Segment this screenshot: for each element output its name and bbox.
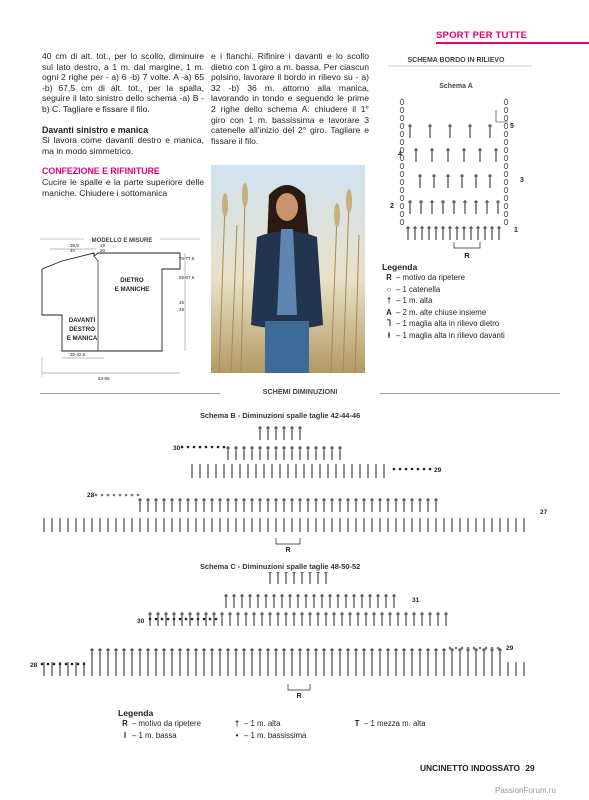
modello-panel — [40, 227, 200, 387]
schema-a-diagram — [380, 52, 540, 262]
chain-oval — [400, 203, 404, 209]
slip-stitch-dot — [209, 618, 212, 621]
slip-stitch-dot — [155, 618, 158, 621]
dim-right-3b: 48 — [179, 307, 185, 312]
chain-oval — [400, 139, 404, 145]
schema-c-panel — [30, 572, 560, 707]
chain-oval — [504, 179, 508, 185]
slip-stitch-dot — [449, 647, 452, 650]
chain-oval — [504, 99, 508, 105]
legend-a-text: – 1 maglia alta in rilievo dietro — [396, 319, 500, 328]
chain-oval — [400, 195, 404, 201]
slip-stitch-dot — [491, 647, 494, 650]
slip-stitch-dot — [199, 446, 202, 449]
chain-oval — [400, 211, 404, 217]
chain-oval — [504, 155, 508, 161]
back-post-treble-icon: Ⴈ — [387, 319, 391, 328]
schema-a-row-2: 2 — [390, 203, 394, 210]
slip-stitch-dot — [53, 663, 56, 666]
slip-stitch-dot — [455, 647, 458, 650]
label-dietro-line2: E MANICHE — [114, 286, 150, 293]
schema-b-title: Schema B - Diminuzioni spalle taglie 42-44-46 — [200, 411, 361, 420]
slip-stitch-dot — [65, 663, 68, 666]
chain-oval — [400, 131, 404, 137]
slip-stitch-dot — [107, 494, 110, 497]
legend-a-item — [382, 284, 572, 296]
slip-stitch-dot — [187, 446, 190, 449]
watermark: PassionForum.ru — [495, 786, 556, 795]
schema-b-diagram — [30, 420, 560, 560]
slip-stitch-dot — [205, 446, 208, 449]
slip-stitch-dot — [173, 618, 176, 621]
slip-stitch-dot — [83, 663, 86, 666]
schema-b-stitches — [44, 426, 524, 532]
confezione-title: CONFEZIONE E RIFINITURE — [42, 166, 160, 177]
slip-stitch-dot — [217, 446, 220, 449]
chain-oval — [504, 171, 508, 177]
legend-b-title: Legenda — [118, 708, 154, 718]
chain-oval — [400, 171, 404, 177]
label-davanti-line3: E MANICA — [66, 335, 98, 342]
dim-bottom-outer: 63-68 — [98, 376, 110, 381]
schema-bordo-title: SCHEMA BORDO IN RILIEVO — [407, 57, 505, 64]
slip-stitch-dot — [211, 446, 214, 449]
half-treble-icon: T — [354, 719, 360, 728]
label-davanti-line2: DESTRO — [69, 326, 95, 333]
repeat-letter-icon: R — [122, 719, 128, 728]
chain-oval — [504, 123, 508, 129]
schema-b-row-27: 27 — [540, 509, 548, 516]
legend-a — [382, 262, 572, 341]
treble-crochet-icon: † — [386, 296, 392, 305]
slip-stitch-dot — [429, 468, 432, 471]
chain-oval — [400, 179, 404, 185]
treble-crochet-icon: † — [234, 719, 240, 728]
chain-oval — [504, 139, 508, 145]
slip-stitch-dot — [197, 618, 200, 621]
slip-stitch-dot — [405, 468, 408, 471]
chain-oval — [504, 147, 508, 153]
schema-c-row-28: 28 — [30, 662, 38, 669]
dim-bottom-inner: 30-32,5 — [70, 352, 86, 357]
front-post-treble-icon: ƚ — [387, 330, 391, 340]
slip-stitch-dot — [215, 618, 218, 621]
slip-stitch-dot — [399, 468, 402, 471]
chain-oval — [400, 163, 404, 169]
text-column-1 — [42, 51, 204, 198]
slip-stitch-dot — [125, 494, 128, 497]
slip-stitch-dot — [461, 647, 464, 650]
chain-oval — [400, 187, 404, 193]
legend-b-text-3: – 1 m. bassissima — [244, 731, 307, 740]
slip-stitch-dot — [411, 468, 414, 471]
repeat-letter-icon: R — [386, 273, 392, 282]
chain-oval — [400, 99, 404, 105]
text-column-2 — [211, 51, 369, 146]
slip-stitch-dot — [181, 446, 184, 449]
legend-b-item-alta — [230, 718, 280, 730]
slip-stitch-dot — [77, 663, 80, 666]
slip-stitch-dot — [185, 618, 188, 621]
legend-b-text-2: – 1 m. alta — [244, 719, 281, 728]
slip-stitch-dot-icon: • — [235, 731, 239, 740]
dim-right-1: 75-77,5 — [179, 256, 195, 261]
slip-stitch-dot — [119, 494, 122, 497]
single-crochet-icon: I — [123, 731, 127, 740]
slip-stitch-dot — [223, 446, 226, 449]
slip-stitch-dot — [101, 494, 104, 497]
dim-right-2: 65-67,5 — [179, 275, 195, 280]
schema-a-border — [496, 110, 508, 122]
magazine-name: UNCINETTO INDOSSATO — [420, 763, 521, 773]
slip-stitch-dot — [113, 494, 116, 497]
legend-b-text-4: – 1 mezza m. alta — [364, 719, 426, 728]
slip-stitch-dot — [485, 647, 488, 650]
dim-top-left-top: 38,5 — [70, 243, 79, 248]
slip-stitch-dot — [167, 618, 170, 621]
schema-c-repeat: R — [296, 693, 302, 700]
chain-oval — [504, 211, 508, 217]
schema-c-diagram — [30, 572, 560, 707]
slip-stitch-dot — [137, 494, 140, 497]
chain-oval — [504, 107, 508, 113]
chain-oval — [400, 107, 404, 113]
legend-b-item-bassa — [118, 730, 177, 742]
legend-a-text: – 2 m. alte chiuse insieme — [396, 307, 487, 317]
slip-stitch-dot — [203, 618, 206, 621]
diminuzioni-title: SCHEMI DIMINUZIONI — [262, 387, 338, 396]
dim-top-right-bottom: 20 — [100, 248, 106, 253]
label-davanti-line1: DAVANTI — [68, 317, 96, 324]
legend-a-text: – 1 m. alta — [396, 296, 433, 305]
legend-a-item — [382, 307, 572, 319]
dim-top-left-bottom: 40 — [70, 248, 76, 253]
confezione-paragraph: Cucire le spalle e la parte superiore delle maniche. Chiudere i sottomanica — [42, 176, 204, 198]
slip-stitch-dot — [47, 663, 50, 666]
slip-stitch-dot — [479, 647, 482, 650]
dim-top-right-top: 18 — [100, 243, 106, 248]
schema-c-row-31: 31 — [412, 597, 420, 604]
schema-c-title: Schema C - Diminuzioni spalle taglie 48-50-52 — [200, 562, 361, 571]
legend-a-text: – 1 catenella — [396, 284, 441, 294]
page-number: 29 — [525, 763, 535, 773]
schema-a-row-4: 4 — [398, 151, 402, 158]
legend-a-text: – 1 maglia alta in rilievo davanti — [396, 330, 505, 340]
legend-a-item — [382, 318, 572, 330]
slip-stitch-dot — [71, 663, 74, 666]
modello-title: MODELLO E MISURE — [91, 238, 153, 244]
intro-paragraph: 40 cm di alt. tot., per lo scollo, diminuire sul lato destro, a 1 m. dal margine, 1 m. ogni 2 righe per - a) 6 -b) 7 volte. A -a) 65 -b) 67,5 cm di alt. tot., per la spalla, seguire il lato sinistro dello schema -a) B -b) C. Tagliare e fissare il filo. — [42, 51, 204, 114]
legend-a-item — [382, 295, 572, 307]
modello-diagram — [40, 227, 200, 387]
section-tag: SPORT PER TUTTE — [436, 30, 528, 41]
schema-a-stitches — [400, 99, 508, 240]
slip-stitch-dot — [59, 663, 62, 666]
schema-c-stitches — [41, 572, 524, 676]
schema-b-panel — [30, 420, 560, 560]
schema-bordo-panel — [380, 52, 540, 262]
legend-a-item — [382, 330, 572, 342]
slip-stitch-dot — [423, 468, 426, 471]
chain-oval — [504, 195, 508, 201]
slip-stitch-dot — [41, 663, 44, 666]
schema-a-title: Schema A — [439, 83, 473, 90]
slip-stitch-dot — [131, 494, 134, 497]
chain-oval — [504, 115, 508, 121]
legend-a-title: Legenda — [382, 262, 418, 272]
chain-oval — [504, 163, 508, 169]
legend-b-item-bassissima — [230, 730, 306, 742]
chain-oval-icon: ○ — [386, 284, 392, 294]
slip-stitch-dot — [393, 468, 396, 471]
schema-a-row-5: 5 — [510, 123, 514, 130]
legend-a-item — [382, 272, 572, 284]
label-dietro-line1: DIETRO — [120, 277, 144, 284]
slip-stitch-dot — [191, 618, 194, 621]
davanti-paragraph: Si lavora come davanti destro e manica, ma in modo simmetrico. — [42, 135, 204, 156]
slip-stitch-dot — [497, 647, 500, 650]
slip-stitch-dot — [473, 647, 476, 650]
schema-b-row-30: 30 — [173, 445, 181, 452]
slip-stitch-dot — [149, 618, 152, 621]
legend-a-text: – motivo da ripetere — [396, 273, 465, 282]
chain-oval — [504, 187, 508, 193]
header-rule — [436, 42, 589, 44]
chain-oval — [400, 123, 404, 129]
slip-stitch-dot — [193, 446, 196, 449]
col2-paragraph: e i fianchi. Rifinire i davanti e lo scollo dietro con 1 giro a m. bassa. Per ciascun polsino, lavorare il bordo in rilievo su - a) 32 -b) 36 m. attorno alla manica, lavorando in tondo e seguendo le prime 2 righe dello schema A: chiudere il 1° giro con 1 m. bassissima e lavorare 3 catenelle all'inizio del 2° giro. Tagliare e fissare il filo. — [211, 51, 369, 146]
chain-oval — [504, 219, 508, 225]
slip-stitch-dot — [179, 618, 182, 621]
schema-a-repeat: R — [464, 251, 470, 260]
diminuzioni-header — [40, 386, 560, 400]
two-treble-together-icon: A — [386, 307, 392, 317]
legend-b-item-mezza — [350, 718, 426, 730]
slip-stitch-dot — [467, 647, 470, 650]
chain-oval — [504, 203, 508, 209]
slip-stitch-dot — [161, 618, 164, 621]
schema-b-row-28: 28 — [87, 492, 95, 499]
model-photo — [211, 165, 365, 373]
footer-folio — [420, 763, 535, 773]
schema-b-repeat: R — [285, 547, 291, 554]
schema-c-row-30: 30 — [137, 618, 145, 625]
chain-oval — [400, 115, 404, 121]
chain-oval — [504, 131, 508, 137]
slip-stitch-dot — [417, 468, 420, 471]
legend-b-text-1: – 1 m. bassa — [132, 731, 177, 740]
schema-a-row-3: 3 — [520, 177, 524, 184]
schema-b-row-29: 29 — [434, 467, 442, 474]
legend-b-text-0: – motivo da ripetere — [132, 719, 201, 728]
dim-right-3a: 45 — [179, 300, 185, 305]
chain-oval — [400, 219, 404, 225]
legend-b-item-repeat — [118, 718, 201, 730]
schema-a-row-1: 1 — [514, 227, 518, 234]
schema-c-row-29: 29 — [506, 645, 514, 652]
davanti-title: Davanti sinistro e manica — [42, 124, 149, 135]
slip-stitch-dot — [95, 494, 98, 497]
